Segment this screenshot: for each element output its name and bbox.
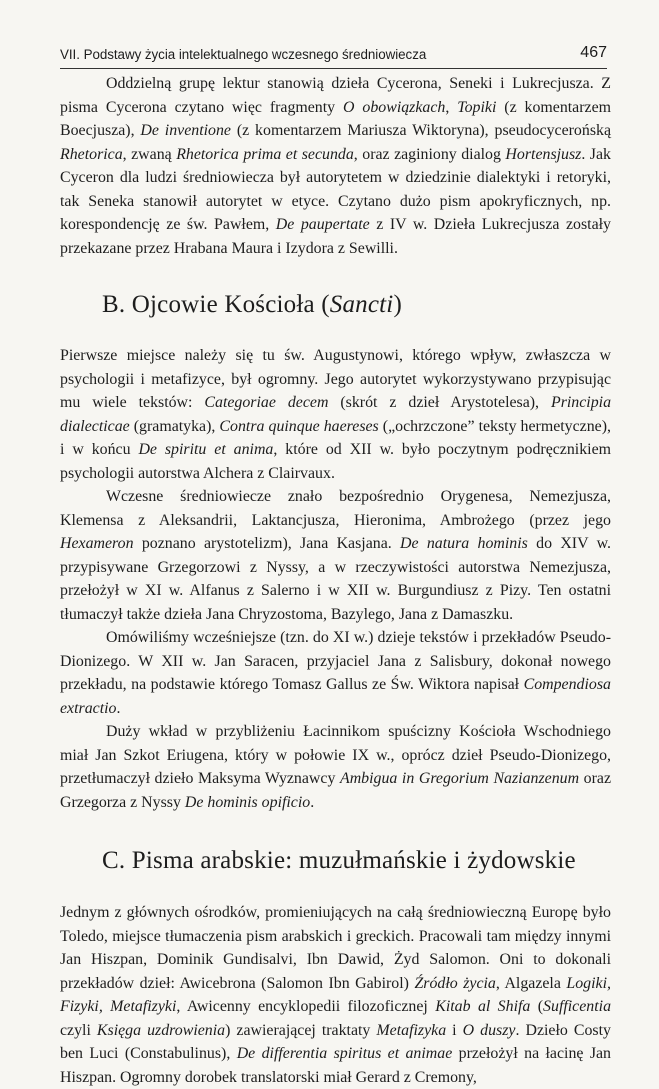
paragraph-cicero-seneca: Oddzielną grupę lektur stanowią dzieła Cycerona, Seneki i Lukrecjusza. Z pisma Cycerona czytano więc fragmenty O obowiązkach, Topiki (z komentarzem Boecjusza), De inventione (z komentarzem Mariusza Wiktoryna), pseudocycerońską Rhetorica, zwaną Rhetorica prima et secunda, oraz zaginiony dialog Hortensjusz. Jak Cyceron dla ludzi średniowiecza był autorytetem w dziedzinie dialektyki i retoryki, tak Seneka stanowił autorytet w etyce. Czytano dużo pism apokryficznych, np. korespondencję ze św. Pawłem, De paupertate z IV w. Dzieła Lukrecjusza zostały przekazane przez Hrabana Maura i Izydora z Sewilli. xyxy=(60,75,612,257)
running-header xyxy=(60,44,607,69)
paragraph-eriugena: Duży wkład w przybliżeniu Łacinnikom spuścizny Kościoła Wschodniego miał Jan Szkot Eriugena, który w połowie IX w., oprócz dzieł Pseudo-Dionizego, przetłumaczył dzieło Maksyma Wyznawcy Ambigua in Gregorium Nazianzenum oraz Grzegorza z Nyssy De hominis opificio. xyxy=(60,723,611,811)
paragraph-augustine: Pierwsze miejsce należy się tu św. Augustynowi, którego wpływ, zwłaszcza w psychologii i metafizyce, był ogromny. Jego autorytet wykorzystywano przypisując mu wiele tekstów: Categoriae decem (skrót z dzieł Arystotelesa), Principia dialecticae (gramatyka), Contra quinque haereses („ochrzczone” teksty hermetyczne), i w końcu De spiritu et anima, które od XII w. było poczytnym podręcznikiem psychologii autorstwa Alchera z Clairvaux. xyxy=(60,347,612,482)
page-number: 467 xyxy=(580,44,607,61)
running-title: VII. Podstawy życia intelektualnego wczesnego średniowiecza xyxy=(60,47,427,62)
paragraph-pseudo-dionysius: Omówiliśmy wcześniejsze (tzn. do XI w.) dzieje tekstów i przekładów Pseudo-Dionizego. W XII w. Jan Saracen, przyjaciel Jana z Salisbury, dokonał nowego przekładu, na podstawie którego Tomasz Gallus ze Św. Wiktora napisał Compendiosa extractio. xyxy=(60,629,611,717)
paragraph-early-middle-ages: Wczesne średniowiecze znało bezpośrednio Orygenesa, Nemezjusza, Klemensa z Aleksandrii, Laktancjusza, Hieronima, Ambrożego (przez jego Hexameron poznano arystotelizm), Jana Kasjana. De natura hominis do XIV w. przypisywane Grzegorzowi z Nyssy, a w rzeczywistości autorstwa Nemezjusza, przełożył w XI w. Alfanus z Salerno i w XII w. Burgundiusz z Pizy. Ten ostatni tłumaczył także dzieła Jana Chryzostoma, Bazylego, Jana z Damaszku. xyxy=(60,488,611,623)
section-heading-c: C. Pisma arabskie: muzułmańskie i żydowskie xyxy=(102,847,576,874)
main-text xyxy=(60,72,611,1089)
section-heading-b: B. Ojcowie Kościoła (Sancti) xyxy=(102,291,402,318)
paragraph-toledo: Jednym z głównych ośrodków, promieniujących na całą średniowieczną Europę było Toledo, miejsce tłumaczenia pism arabskich i greckich. Pracowali tam między innymi Jan Hiszpan, Dominik Gundisalvi, Ibn Dawid, Żyd Salomon. Oni to dokonali przekładów dzieł: Awicebrona (Salomon Ibn Gabirol) Źródło życia, Algazela Logiki, Fizyki, Metafizyki, Awicenny encyklopedii filozoficznej Kitab al Shifa (Sufficentia czyli Księga uzdrowienia) zawierającej traktaty Metafizyka i O duszy. Dzieło Costy ben Luci (Constabulinus), De differentia spiritus et animae przełożył na łacinę Jan Hiszpan. Ogromny dorobek translatorski miał Gerard z Cremony, xyxy=(60,904,612,1086)
